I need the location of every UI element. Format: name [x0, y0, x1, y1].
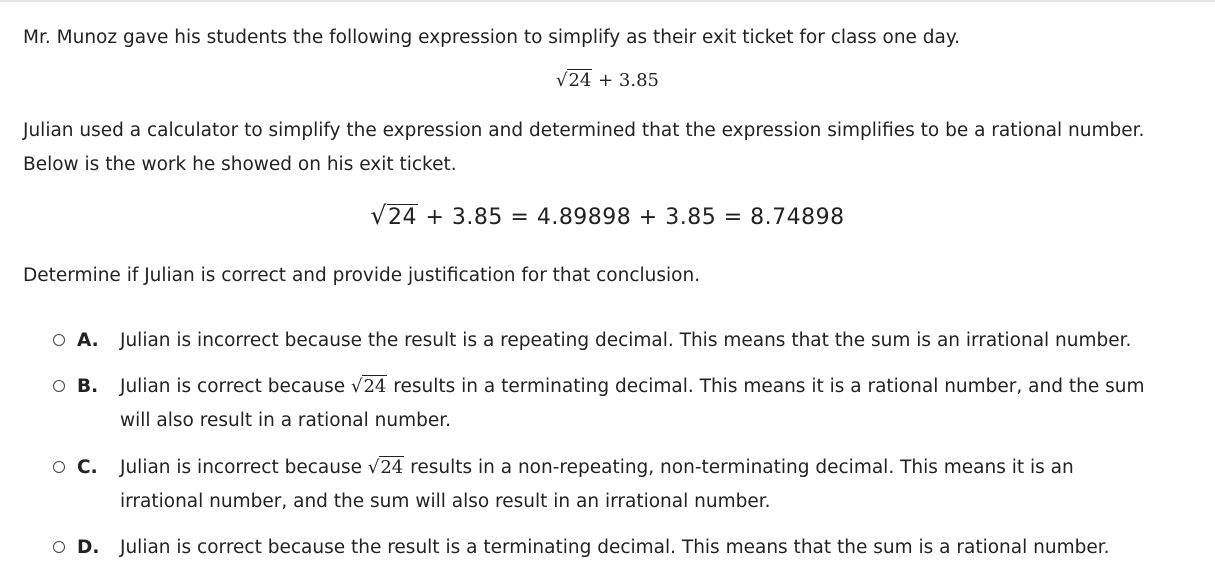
option-text-post: results in a terminating decimal. This means it is a rational number, and the sum will also result in a rational number.	[120, 376, 1145, 431]
option-text-post: results in a non-repeating, non-terminating decimal. This means it is an irrational number, and the sum will also result in an irrational number.	[120, 457, 1074, 512]
radicand: 24	[388, 205, 417, 230]
radicand: 24	[363, 376, 387, 397]
question-prompt: Determine if Julian is correct and provide justification for that conclusion.	[23, 265, 701, 286]
square-root: √24	[350, 376, 387, 397]
context-line-1: Julian used a calculator to simplify the expression and determined that the expression simplifies to be a rational number.	[23, 120, 1145, 141]
expression-rest: + 3.85	[592, 70, 659, 91]
square-root: √24	[556, 70, 592, 91]
option-letter: D.	[77, 537, 100, 558]
given-expression	[0, 70, 1215, 91]
radicand: 24	[380, 457, 404, 478]
work-rest: + 3.85 = 4.89898 + 3.85 = 8.74898	[418, 205, 845, 230]
option-text	[120, 451, 1090, 519]
option-letter: B.	[77, 376, 99, 397]
option-text-pre: Julian is correct because	[120, 376, 351, 397]
radio-button[interactable]	[53, 334, 65, 346]
option-letter: A.	[77, 330, 99, 351]
option-text: Julian is correct because the result is a terminating decimal. This means that the sum is a rational number.	[120, 537, 1110, 558]
square-root: √24	[367, 457, 404, 478]
option-text-pre: Julian is incorrect because	[120, 457, 368, 478]
student-work	[0, 201, 1215, 230]
top-divider	[0, 0, 1215, 2]
option-letter: C.	[77, 457, 98, 478]
radio-button[interactable]	[53, 461, 65, 473]
option-a[interactable]	[53, 324, 1203, 358]
context-line-2: Below is the work he showed on his exit ticket.	[23, 154, 457, 175]
radicand: 24	[568, 70, 592, 91]
radio-button[interactable]	[53, 541, 65, 553]
option-d[interactable]	[53, 531, 1203, 565]
question-intro: Mr. Munoz gave his students the following expression to simplify as their exit ticket for class one day.	[23, 27, 961, 48]
radio-button[interactable]	[53, 380, 65, 392]
option-text: Julian is incorrect because the result is a repeating decimal. This means that the sum is an irrational number.	[120, 330, 1132, 351]
square-root: √24	[370, 201, 417, 230]
option-b[interactable]	[53, 370, 1203, 438]
option-text	[120, 370, 1150, 438]
option-c[interactable]	[53, 451, 1203, 519]
